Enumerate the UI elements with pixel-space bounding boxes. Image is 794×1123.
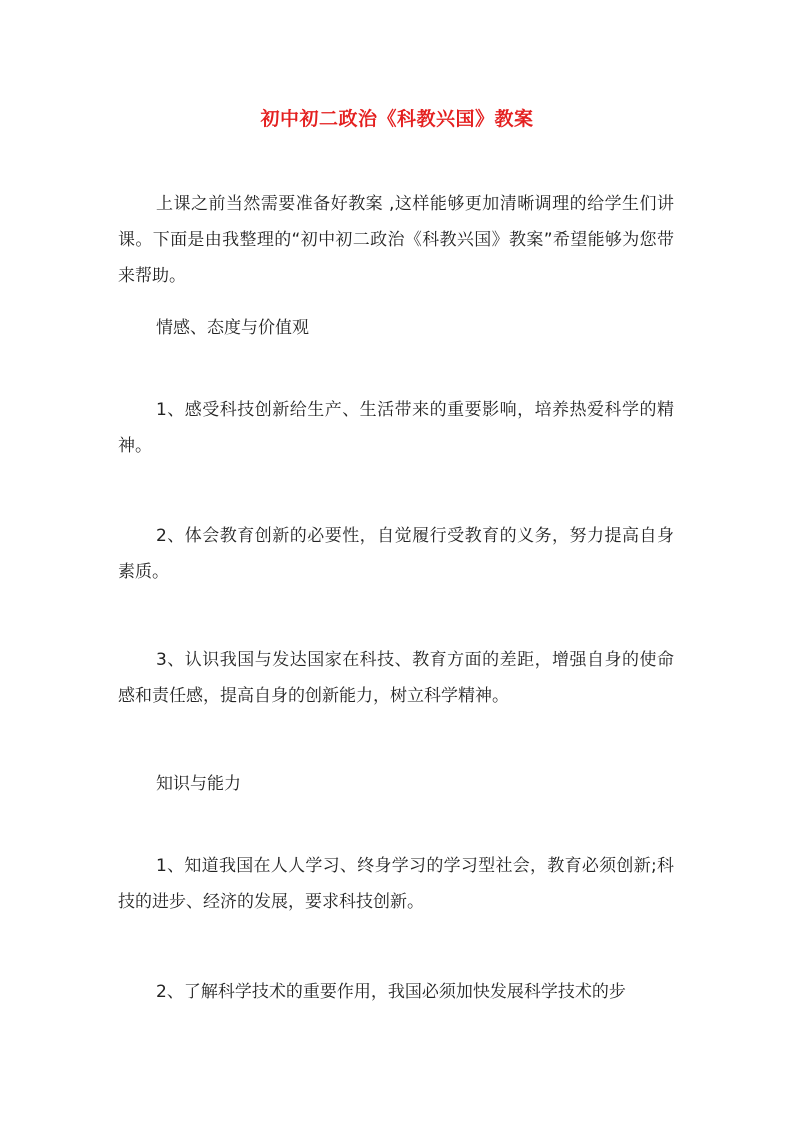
list-item: 2、了解科学技术的重要作用，我国必须加快发展科学技术的步 — [156, 982, 626, 1002]
list-item: 2、体会教育创新的必要性，自觉履行受教育的义务，努力提高自身素质。 — [118, 526, 674, 582]
list-item: 3、认识我国与发达国家在科技、教育方面的差距，增强自身的使命感和责任感，提高自身的创新能力，树立科学精神。 — [118, 650, 674, 706]
list-item: 1、感受科技创新给生产、生活带来的重要影响，培养热爱科学的精神。 — [118, 400, 674, 456]
section-heading-knowledge: 知识与能力 — [156, 774, 241, 794]
intro-paragraph: 上课之前当然需要准备好教案 ,这样能够更加清晰调理的给学生们讲课。下面是由我整理的“初中初二政治《科教兴国》教案”希望能够为您带来帮助。 — [118, 194, 674, 286]
section-heading-attitude: 情感、态度与价值观 — [156, 318, 309, 338]
document-title: 初中初二政治《科教兴国》教案 — [260, 108, 534, 130]
list-item: 1、知道我国在人人学习、终身学习的学习型社会，教育必须创新;科技的进步、经济的发展，要求科技创新。 — [118, 856, 674, 912]
